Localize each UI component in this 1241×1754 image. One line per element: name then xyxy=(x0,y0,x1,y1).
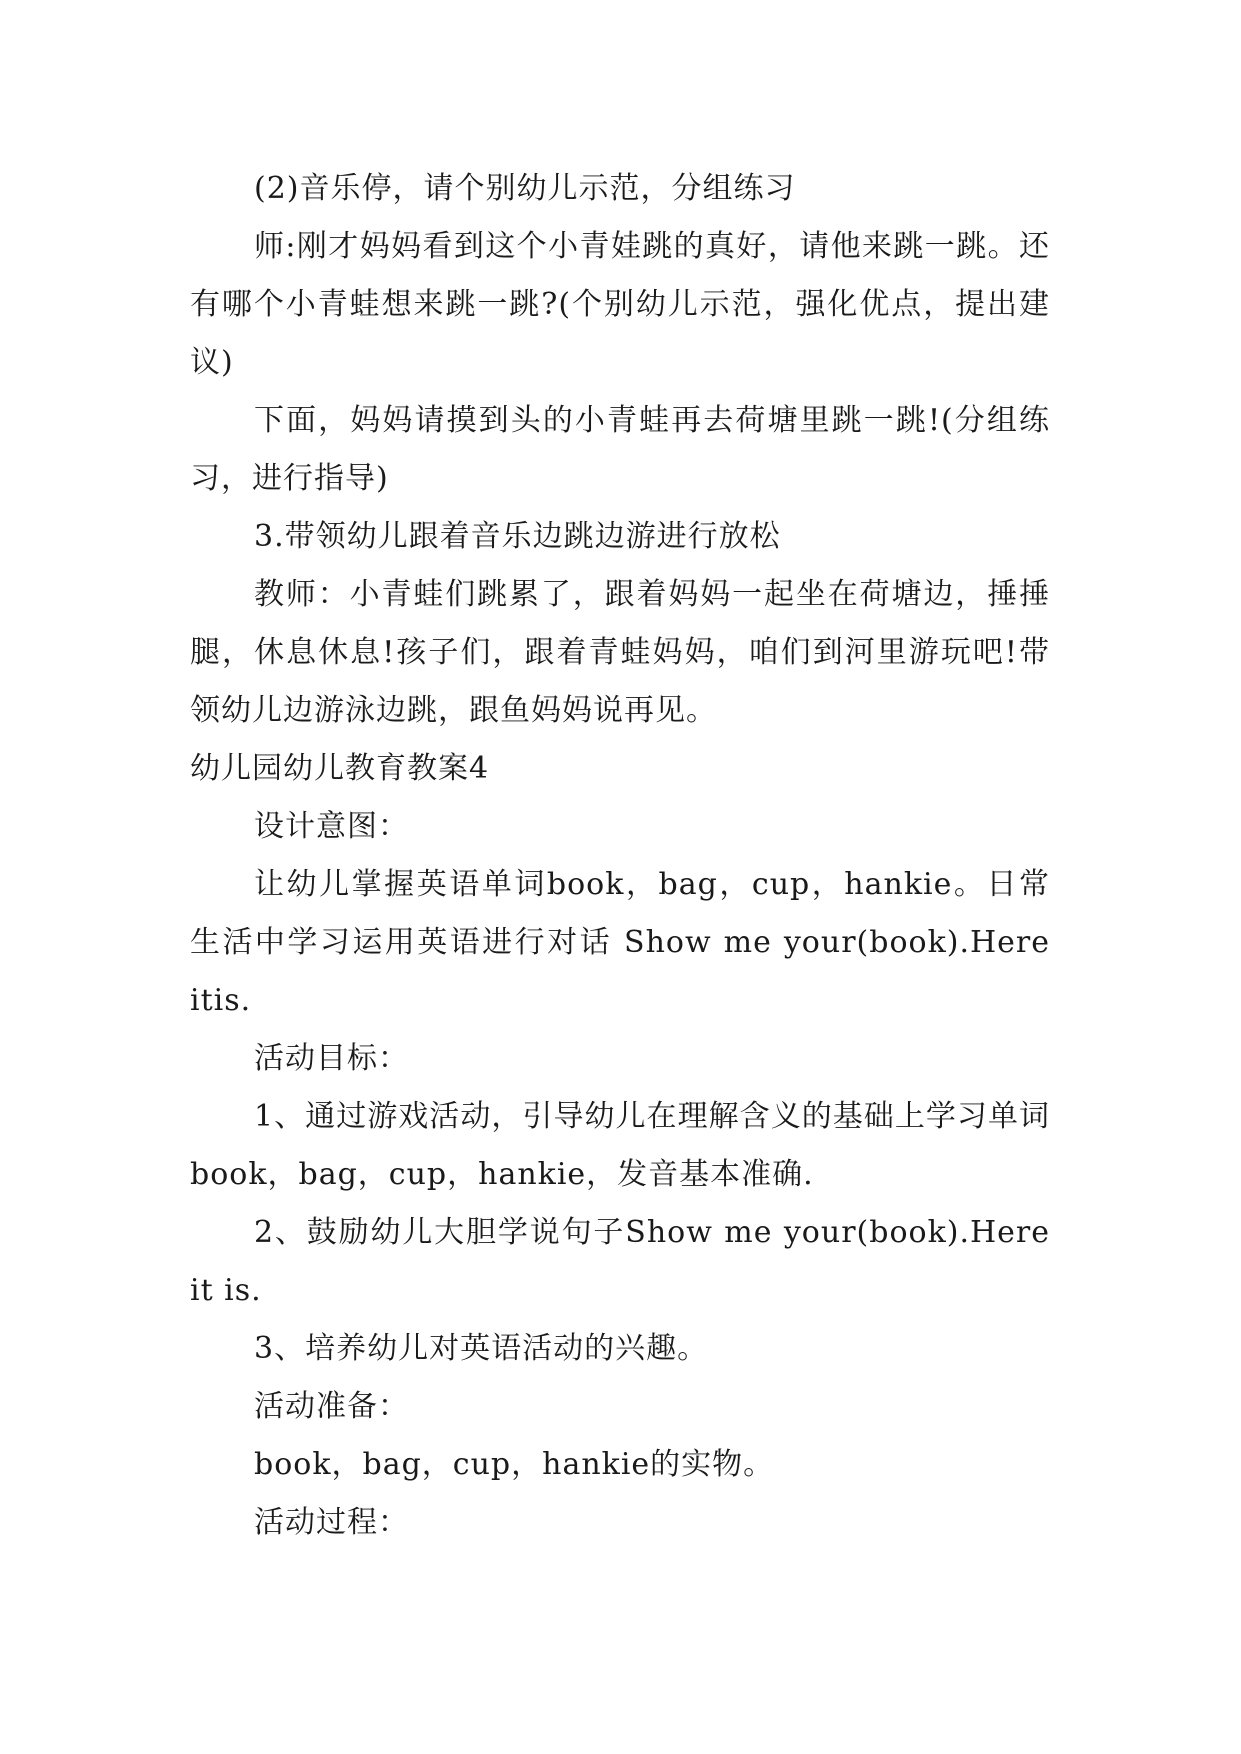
paragraph-goal-3: 3、培养幼儿对英语活动的兴趣。 xyxy=(254,1331,709,1366)
section-heading: 幼儿园幼儿教育教案4 xyxy=(190,751,490,786)
document-body xyxy=(190,160,1050,1552)
paragraph-design-intent: 让幼儿掌握英语单词book，bag，cup，hankie。日常生活中学习运用英语进行对话 Show me your(book).Here itis. xyxy=(190,867,1050,1018)
paragraph-teacher-relax: 教师：小青蛙们跳累了，跟着妈妈一起坐在荷塘边，捶捶腿，休息休息!孩子们，跟着青蛙妈妈，咱们到河里游玩吧!带领幼儿边游泳边跳，跟鱼妈妈说再见。 xyxy=(190,577,1050,728)
paragraph-prep-label: 活动准备： xyxy=(254,1389,409,1424)
paragraph-process-label: 活动过程： xyxy=(254,1505,409,1540)
paragraph-design-intent-label: 设计意图： xyxy=(254,809,409,844)
paragraph-goal-1: 1、通过游戏活动，引导幼儿在理解含义的基础上学习单词book，bag，cup，hankie，发音基本准确. xyxy=(190,1099,1050,1192)
paragraph-goal-2: 2、鼓励幼儿大胆学说句子Show me your(book).Here it is. xyxy=(190,1215,1050,1308)
paragraph-goals-label: 活动目标： xyxy=(254,1041,409,1076)
paragraph-group-practice: 下面，妈妈请摸到头的小青蛙再去荷塘里跳一跳!(分组练习，进行指导) xyxy=(190,403,1050,496)
paragraph-prep: book，bag，cup，hankie的实物。 xyxy=(254,1447,775,1482)
paragraph-step-3: 3.带领幼儿跟着音乐边跳边游进行放松 xyxy=(254,519,781,554)
paragraph-teacher-demo: 师:刚才妈妈看到这个小青娃跳的真好，请他来跳一跳。还有哪个小青蛙想来跳一跳?(个别幼儿示范，强化优点，提出建议) xyxy=(190,229,1050,380)
paragraph-step-2: (2)音乐停，请个别幼儿示范，分组练习 xyxy=(254,171,796,206)
